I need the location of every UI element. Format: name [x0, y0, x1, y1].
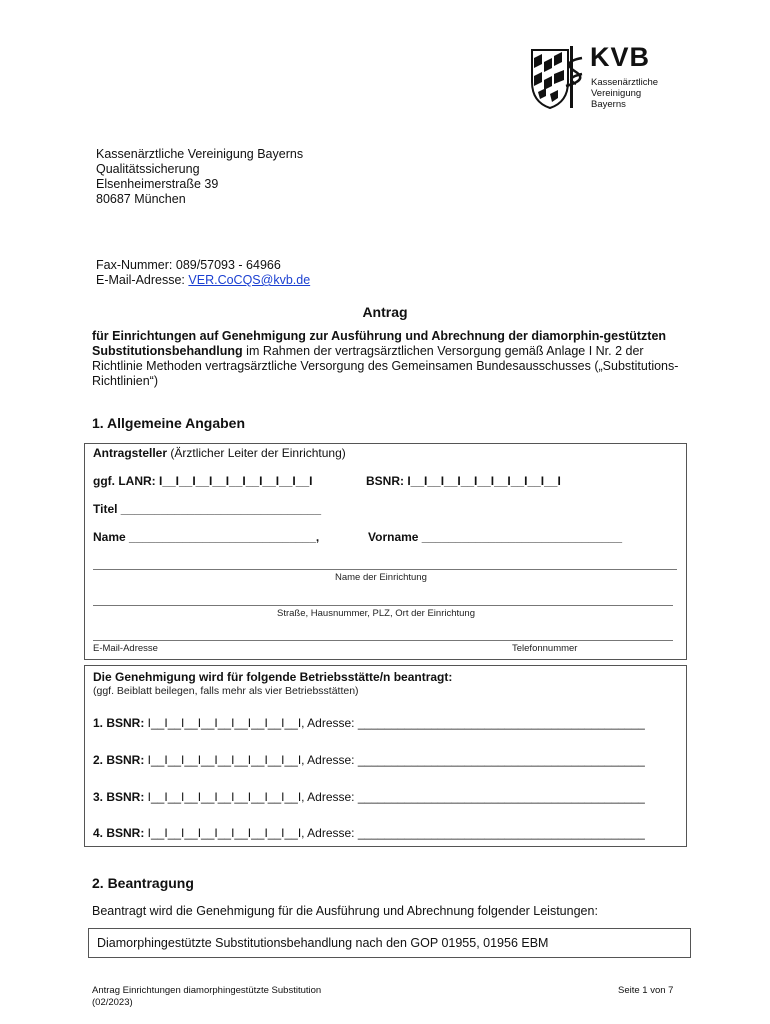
titel-field[interactable]: Titel ______________________________ [93, 502, 321, 516]
site-row[interactable] [93, 790, 645, 804]
applicant-rest: (Ärztlicher Leiter der Einrichtung) [167, 446, 346, 460]
email-caption: E-Mail-Adresse [93, 643, 158, 654]
site-row[interactable] [93, 826, 645, 840]
bsnr-field[interactable]: BSNR: I__I__I__I__I__I__I__I__I__I [366, 474, 561, 488]
strasse-caption: Straße, Hausnummer, PLZ, Ort der Einrichtung [277, 608, 475, 619]
strasse-line[interactable] [93, 605, 673, 606]
logo-brand: KVB [590, 42, 651, 72]
logo-line-3: Bayerns [591, 99, 626, 110]
telefon-caption: Telefonnummer [512, 643, 578, 654]
site-field[interactable]: I__I__I__I__I__I__I__I__I__I, Adresse: ___________________________________________ [144, 826, 645, 840]
intro-rest: im Rahmen der vertragsärztlichen Versorgung gemäß Anlage I Nr. 2 der Richtlinie Methoden vertragsärztliche Versorgung des Gemeinsamen Bundesausschusses („Substitutions-Richtlinien“) [92, 344, 679, 388]
email-phone-line[interactable] [93, 640, 673, 641]
contact-info [96, 258, 310, 288]
site-field[interactable]: I__I__I__I__I__I__I__I__I__I, Adresse: ___________________________________________ [144, 753, 645, 767]
einrichtung-caption: Name der Einrichtung [335, 572, 427, 583]
email-row [96, 273, 310, 288]
footer-date: (02/2023) [92, 997, 133, 1008]
sites-heading: Die Genehmigung wird für folgende Betriebsstätte/n beantragt: [93, 670, 453, 684]
footer-left [92, 985, 321, 1009]
site-row[interactable] [93, 716, 645, 730]
site-field[interactable]: I__I__I__I__I__I__I__I__I__I, Adresse: ___________________________________________ [144, 790, 645, 804]
footer-doc-name: Antrag Einrichtungen diamorphingestützte Substitution [92, 985, 322, 996]
applicant-bold: Antragsteller [93, 446, 168, 460]
vorname-field[interactable]: Vorname ______________________________ [368, 530, 623, 544]
email-link[interactable]: VER.CoCQS@kvb.de [188, 273, 311, 287]
email-label: E-Mail-Adresse: [96, 273, 189, 287]
intro-bold: für Einrichtungen auf Genehmigung zur Ausführung und Abrechnung der diamorphin-gestützten Substitutionsbehandlung [92, 329, 667, 358]
intro-text [92, 329, 682, 389]
site-label: 3. BSNR: [93, 790, 145, 804]
site-field[interactable]: I__I__I__I__I__I__I__I__I__I, Adresse: ___________________________________________ [144, 716, 645, 730]
page-number: Seite 1 von 7 [618, 985, 674, 996]
name-field[interactable]: Name ____________________________, [93, 530, 320, 544]
applicant-label [93, 446, 346, 460]
site-label: 1. BSNR: [93, 716, 145, 730]
recipient-line-4: 80687 München [96, 192, 186, 206]
sites-note: (ggf. Beiblatt beilegen, falls mehr als vier Betriebsstätten) [93, 685, 359, 697]
site-row[interactable] [93, 753, 645, 767]
section-2-text: Beantragt wird die Genehmigung für die Ausführung und Abrechnung folgender Leistungen: [92, 904, 598, 918]
site-label: 2. BSNR: [93, 753, 145, 767]
einrichtung-line[interactable] [93, 569, 677, 570]
service-text: Diamorphingestützte Substitutionsbehandlung nach den GOP 01955, 01956 EBM [97, 936, 549, 950]
recipient-line-1: Kassenärztliche Vereinigung Bayerns [96, 147, 304, 161]
recipient-line-3: Elsenheimerstraße 39 [96, 177, 219, 191]
document-title: Antrag [362, 304, 408, 320]
kvb-logo [530, 44, 670, 112]
section-2-heading: 2. Beantragung [92, 875, 194, 891]
site-label: 4. BSNR: [93, 826, 145, 840]
recipient-address [96, 147, 303, 207]
recipient-line-2: Qualitätssicherung [96, 162, 200, 176]
fax-number: Fax-Nummer: 089/57093 - 64966 [96, 258, 281, 272]
kvb-crest-icon [530, 44, 584, 110]
logo-line-1: Kassenärztliche [591, 77, 659, 88]
logo-line-2: Vereinigung [591, 88, 642, 99]
lanr-field[interactable]: ggf. LANR: I__I__I__I__I__I__I__I__I__I [93, 474, 313, 488]
section-1-heading: 1. Allgemeine Angaben [92, 415, 245, 431]
